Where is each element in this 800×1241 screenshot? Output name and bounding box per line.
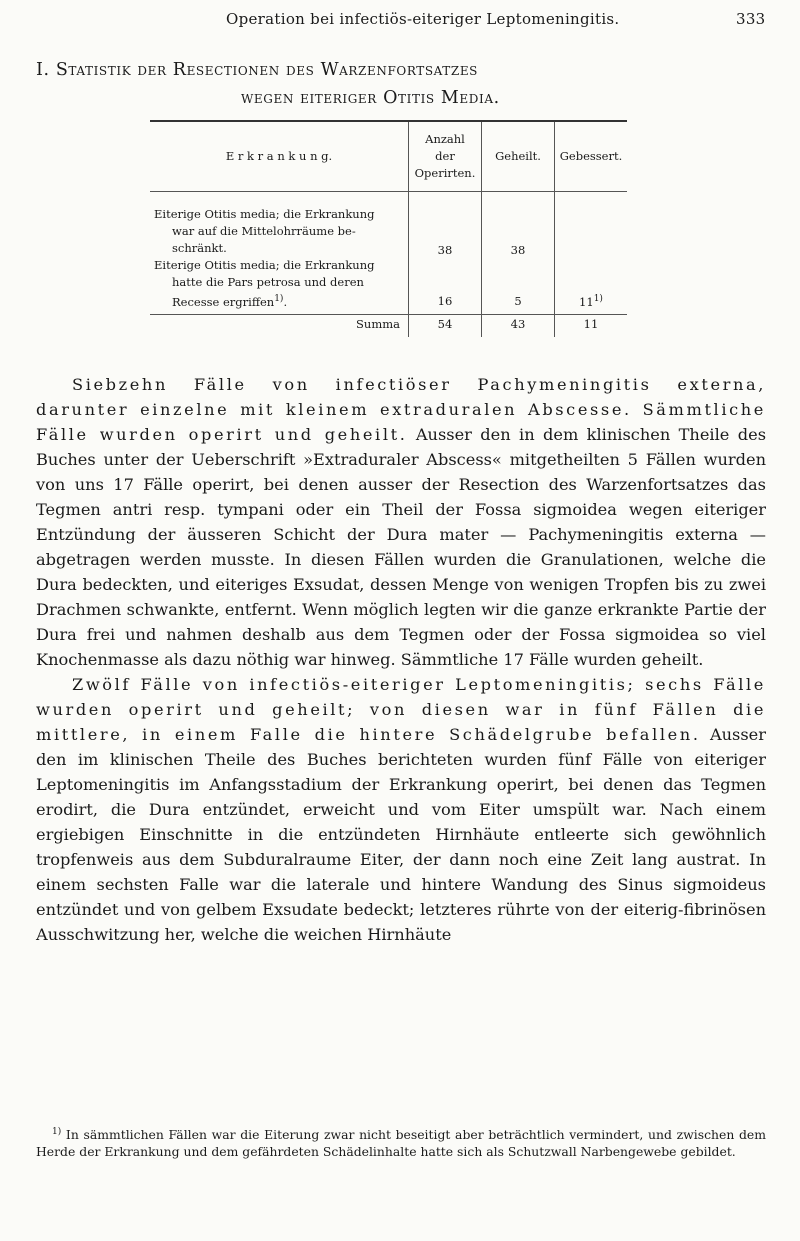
row2-text-l3: Recesse ergriffen bbox=[172, 294, 275, 309]
row2-improved: 11 bbox=[579, 294, 594, 309]
statistics-table bbox=[150, 120, 627, 337]
table-row bbox=[150, 191, 627, 315]
header-count-l3: Operirten. bbox=[414, 165, 476, 180]
sum-count: 54 bbox=[409, 315, 482, 338]
header-count bbox=[409, 121, 482, 191]
header-count-l1: Anzahl bbox=[425, 131, 465, 146]
sum-healed: 43 bbox=[482, 315, 555, 338]
header-healed-label: Geheilt. bbox=[495, 149, 541, 164]
footnote-mark: 1) bbox=[52, 1127, 62, 1137]
row2-text-l1: Eiterige Otitis media; die Erkrankung bbox=[154, 257, 375, 272]
sum-label: Summa bbox=[150, 315, 409, 338]
paragraph-leptomeningitis bbox=[36, 672, 766, 947]
paragraph1-spaced: Siebzehn Fälle von infectiöser Pachymeningitis externa, darunter einzelne mit kleinem extraduralen Abscesse. Sämmtliche Fälle wurden operirt und geheilt. bbox=[36, 375, 766, 444]
row-count-cell bbox=[409, 191, 482, 315]
section-heading bbox=[36, 56, 766, 112]
footnote bbox=[36, 1124, 766, 1160]
row2-healed: 5 bbox=[514, 294, 522, 309]
header-disease-label: E r k r a n k u n g. bbox=[225, 149, 333, 164]
paragraph-pachymeningitis bbox=[36, 372, 766, 672]
running-head-title: Operation bei infectiös-eiteriger Leptomeningitis. bbox=[226, 10, 620, 28]
row1-text-l1: Eiterige Otitis media; die Erkrankung bbox=[154, 206, 375, 221]
paragraph2-spaced: Zwölf Fälle von infectiös-eiteriger Leptomeningitis; sechs Fälle wurden operirt und geheilt; von diesen war in fünf Fällen die mittlere, in einem Falle die hintere Schädelgrube befallen. bbox=[36, 675, 766, 744]
header-healed bbox=[482, 121, 555, 191]
paragraph2-rest: Ausser den im klinischen Theile des Buches berichteten wurden fünf Fälle von eiteriger Leptomeningitis im Anfangsstadium der Erkrankung operirt, bei denen das Tegmen erodirt, die Dura entzündet, erweicht und vom Eiter umspült war. Nach einem ergiebigen Einschnitte in die entzündeten Hirnhäute entleerte sich gewöhnlich tropfenweis aus dem Subduralraume Eiter, der dann noch eine Zeit lang austrat. In einem sechsten Falle war die laterale und hintere Wandung des Sinus sigmoideus entzündet und von gelbem Exsudate bedeckt; letzteres rührte von der eiterig-fibrinösen Ausschwitzung her, welche die weichen Hirnhäute bbox=[36, 725, 766, 944]
row2-improved-wrap bbox=[559, 291, 623, 311]
row2-improved-mark: 1) bbox=[593, 293, 603, 304]
row-improved-cell bbox=[555, 191, 628, 315]
row2-text-l2: hatte die Pars petrosa und deren bbox=[172, 274, 364, 289]
header-disease bbox=[150, 121, 409, 191]
row2-text-l3-wrap: Recesse ergriffen$^{1)}$. bbox=[172, 293, 288, 309]
row1-count: 38 bbox=[437, 243, 453, 258]
header-improved-label: Gebessert. bbox=[559, 149, 623, 164]
footnote-text: In sämmtlichen Fällen war die Eiterung zwar nicht beseitigt aber beträchtlich vermindert, und zwischen dem Herde der Erkrankung und dem gefährdeten Schädelinhalte hatte sich als Schutzwall Narbengewebe gebildet. bbox=[36, 1127, 766, 1160]
row2-note-mark: 1) bbox=[274, 293, 284, 304]
table-sum-row bbox=[150, 315, 627, 338]
row-healed-cell bbox=[482, 191, 555, 315]
row1-healed: 38 bbox=[510, 243, 526, 258]
row1-text-l2: war auf die Mittelohrräume be- bbox=[172, 223, 356, 238]
table-header-row bbox=[150, 121, 627, 191]
header-improved bbox=[555, 121, 628, 191]
section-heading-line2: wegen eiteriger Otitis Media. bbox=[241, 88, 500, 108]
paragraph1-rest: Ausser den in dem klinischen Theile des Buches unter der Ueberschrift »Extraduraler Abscess« mitgetheilten 5 Fällen wurden von uns 17 Fälle operirt, bei denen ausser der Resection des Warzenfortsatzes das Tegmen antri resp. tympani oder ein Theil der Fossa sigmoidea wegen eiteriger Entzündung der äusseren Schicht der Dura mater — Pachymeningitis externa — abgetragen werden musste. In diesen Fällen wurden die Granulationen, welche die Dura bedeckten, und eiteriges Exsudat, dessen Menge von wenigen Tropfen bis zu zwei Drachmen schwankte, entfernt. Wenn möglich legten wir die ganze erkrankte Partie der Dura frei und nahmen deshalb aus dem Tegmen oder der Fossa sigmoidea so viel Knochenmasse als dazu nöthig war hinweg. Sämmtliche 17 Fälle wurden geheilt. bbox=[36, 425, 766, 669]
header-count-l2: der bbox=[435, 148, 455, 163]
row-disease-cell bbox=[150, 191, 409, 315]
row2-count: 16 bbox=[437, 294, 453, 309]
page-number: 333 bbox=[736, 10, 766, 28]
section-heading-line1: I. Statistik der Resectionen des Warzenfortsatzes bbox=[36, 60, 478, 80]
body-text bbox=[36, 372, 766, 947]
sum-improved: 11 bbox=[555, 315, 628, 338]
row1-text-l3: schränkt. bbox=[172, 240, 227, 255]
